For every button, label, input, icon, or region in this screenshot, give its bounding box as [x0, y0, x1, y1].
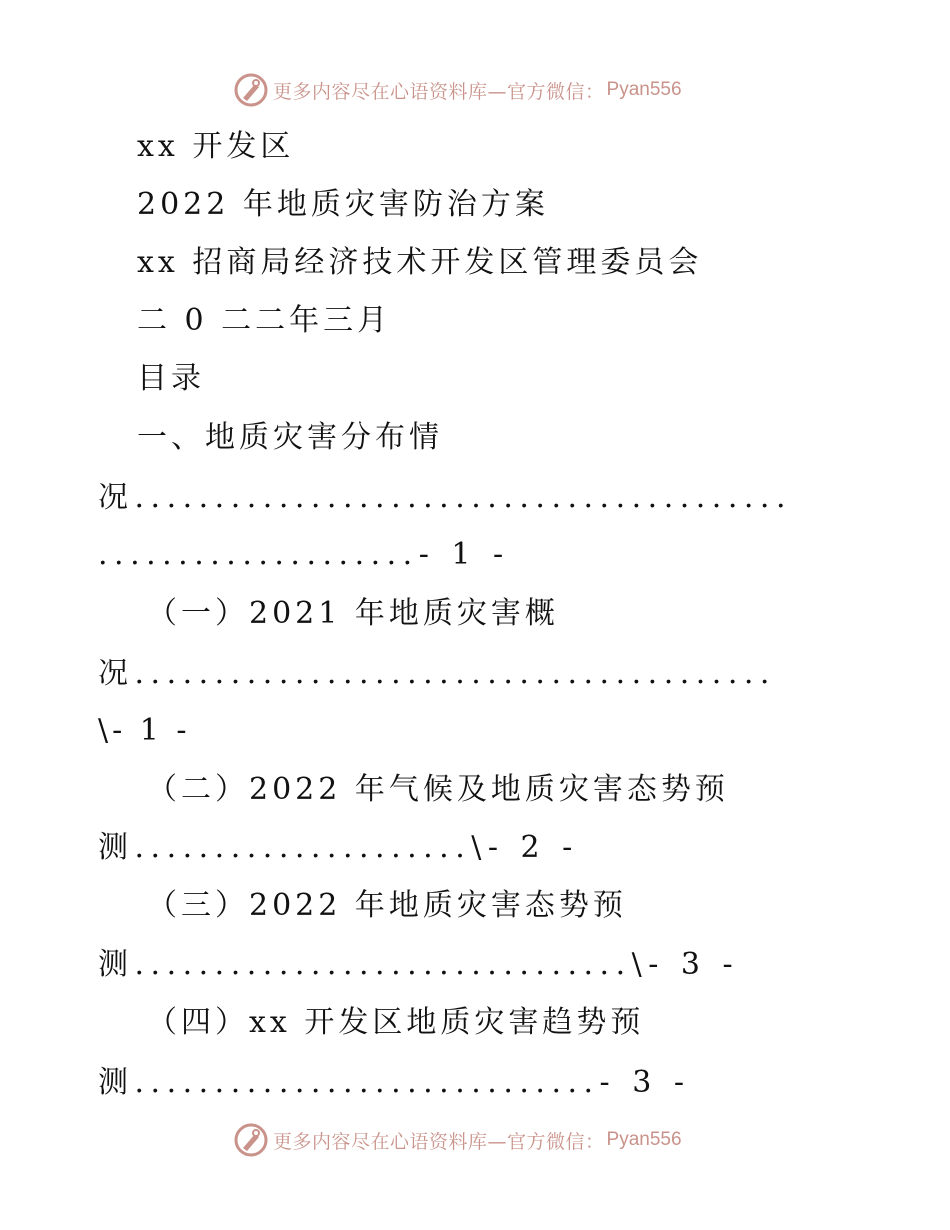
toc-entry-4-title[interactable]: （三）2022 年地质灾害态势预: [147, 888, 627, 923]
toc-entry-2-title[interactable]: （一）2021 年地质灾害概: [147, 596, 559, 631]
toc-entry-3-leader[interactable]: 测.....................\- 2 -: [98, 830, 579, 865]
cover-line-zone: xx 开发区: [137, 129, 295, 164]
watermark-wechat-id: Pyan556: [606, 79, 682, 100]
watermark-footer: [233, 1122, 682, 1158]
toc-entry-1-title[interactable]: 一、地质灾害分布情: [137, 420, 443, 455]
toc-entry-5-title[interactable]: （四）xx 开发区地质灾害趋势预: [147, 1005, 645, 1040]
watermark-text: 更多内容尽在心语资料库—官方微信：: [273, 1130, 605, 1153]
toc-entry-3-title[interactable]: （二）2022 年气候及地质灾害态势预: [147, 772, 729, 807]
watermark-text: 更多内容尽在心语资料库—官方微信：: [273, 80, 605, 103]
toc-entry-5-leader[interactable]: 测.............................- 3 -: [98, 1065, 691, 1100]
cover-date: 二 0 二二年三月: [137, 303, 392, 338]
toc-entry-2-leader[interactable]: 况........................................: [98, 656, 776, 691]
pen-logo-icon: [233, 1122, 269, 1158]
toc-entry-1-page[interactable]: ....................- 1 -: [98, 537, 510, 572]
toc-heading: 目录: [137, 361, 205, 396]
pen-logo-icon: [233, 72, 269, 108]
watermark-header: [233, 72, 682, 108]
toc-entry-2-page[interactable]: \- 1 -: [98, 713, 191, 748]
toc-entry-1-leader[interactable]: 况.........................................: [98, 480, 792, 515]
cover-issuer: xx 招商局经济技术开发区管理委员会: [137, 245, 703, 280]
cover-title: 2022 年地质灾害防治方案: [137, 187, 549, 222]
toc-entry-4-leader[interactable]: 测...............................\- 3 -: [98, 947, 740, 982]
watermark-wechat-id: Pyan556: [606, 1129, 682, 1150]
